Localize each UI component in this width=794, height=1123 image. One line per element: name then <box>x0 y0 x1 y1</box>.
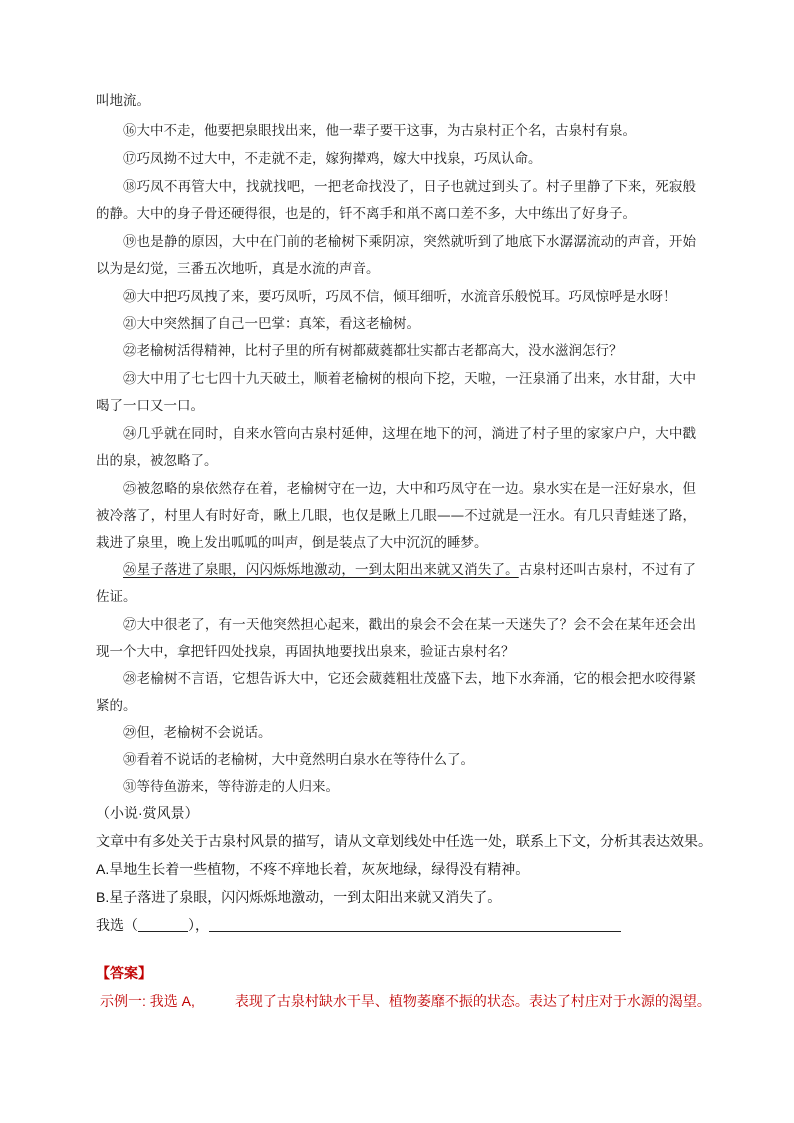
story-paragraph-26 <box>96 557 696 611</box>
choose-suffix: ）， <box>188 917 209 933</box>
story-paragraph-25: ㉕被忽略的泉依然存在着，老榆树守在一边，大中和巧凤守在一边。泉水实在是一汪好泉水，但被冷落了，村里人有时好奇，瞅上几眼，也仅是瞅上几眼——不过就是一汪水。有几只青蛙迷了路，栽进了泉里，晚上发出呱呱的叫声，倒是装点了大中沉沉的睡梦。 <box>96 481 696 551</box>
story-paragraph-21: ㉑大中突然掴了自己一巴掌：真笨，看这老榆树。 <box>123 316 420 332</box>
story-paragraph-28: ㉘老榆树不言语，它想告诉大中，它还会葳蕤粗壮茂盛下去，地下水奔涌，它的根会把水咬得紧紧的。 <box>96 671 696 714</box>
story-paragraph-20: ⑳大中把巧凤拽了来，要巧凤听，巧凤不信，倾耳细听，水流音乐般悦耳。巧凤惊呼是水呀！ <box>123 289 677 305</box>
answer-label: 【答案】 <box>96 965 152 981</box>
story-paragraph-17: ⑰巧凤拗不过大中，不走就不走，嫁狗撵鸡，嫁大中找泉，巧凤认命。 <box>123 151 542 167</box>
choose-prefix: 我选（ <box>96 917 138 933</box>
answer-body: 表现了古泉村缺水干旱、植物萎靡不振的状态。表达了村庄对于水源的渴望。 <box>234 993 711 1009</box>
choice-blank[interactable] <box>138 916 188 932</box>
story-paragraph-18: ⑱巧凤不再管大中，找就找吧，一把老命找没了，日子也就过到头了。村子里静了下来，死寂般的静。大中的身子骨还硬得很，也是的，钎不离手和鼡不离口差不多，大中练出了好身子。 <box>96 179 696 222</box>
story-paragraph-31: ㉛等待鱼游来，等待游走的人归来。 <box>123 779 339 795</box>
story-paragraph-16: ⑯大中不走，他要把泉眼找出来，他一辈子要干这事，为古泉村正个名，古泉村有泉。 <box>123 123 636 139</box>
option-b: B.星子落进了泉眼，闪闪烁烁地激动，一到太阳出来就又消失了。 <box>96 889 502 905</box>
answer-text <box>100 988 720 1014</box>
story-paragraph-29: ㉙但，老榆树不会说话。 <box>123 725 272 741</box>
question-tag: （小说·赏风景） <box>96 805 199 821</box>
story-paragraph-23: ㉓大中用了七七四十九天破土，顺着老榆树的根向下挖，天啦，一汪泉涌了出来，水甘甜，大中喝了一口又一口。 <box>96 371 696 414</box>
story-paragraph-30: ㉚看着不说话的老榆树，大中竟然明白泉水在等待什么了。 <box>123 752 474 768</box>
story-paragraph-0: 叫地流。 <box>96 93 150 109</box>
analysis-blank[interactable] <box>209 916 621 932</box>
story-paragraph-26-rest: 古泉村还叫古泉村，不过有了佐证。 <box>96 562 697 605</box>
underlined-sentence: ㉖星子落进了泉眼，闪闪烁烁地激动，一到太阳出来就又消失了。 <box>123 562 519 578</box>
question-prompt: 文章中有多处关于古泉村风景的描写，请从文章划线处中任选一处，联系上下文，分析其表达效果。 <box>96 833 712 849</box>
option-a: A.旱地生长着一些植物，不疼不痒地长着，灰灰地绿，绿得没有精神。 <box>96 861 530 877</box>
story-paragraph-19: ⑲也是静的原因，大中在门前的老榆树下乘阴凉，突然就听到了地底下水潺潺流动的声音，开始以为是幻觉，三番五次地听，真是水流的声音。 <box>96 234 696 277</box>
story-paragraph-27: ㉗大中很老了，有一天他突然担心起来，戳出的泉会不会在某一天迷失了？会不会在某年还会出现一个大中，拿把钎四处找泉，再固执地要找出泉来，验证古泉村名？ <box>96 617 696 660</box>
answer-line <box>96 912 716 938</box>
answer-example-label: 示例一: 我选 A, <box>100 993 195 1009</box>
story-paragraph-24: ㉔几乎就在同时，自来水管向古泉村延伸，这埋在地下的河，淌进了村子里的家家户户，大中戳出的泉，被忽略了。 <box>96 426 696 469</box>
story-paragraph-22: ㉒老榆树活得精神，比村子里的所有树都葳蕤都壮实都古老都高大，没水滋润怎行？ <box>123 343 623 359</box>
